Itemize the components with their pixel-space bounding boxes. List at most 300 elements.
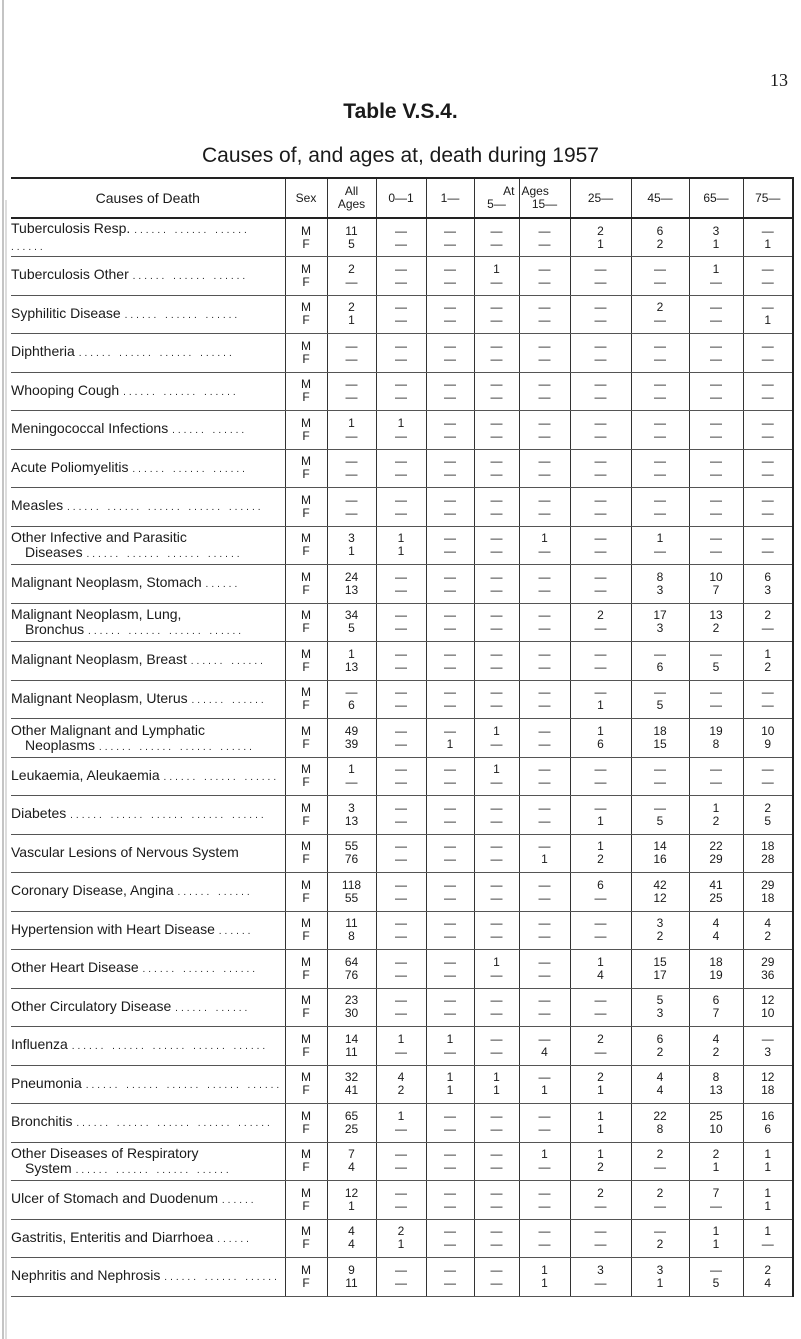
male-value: 9 bbox=[348, 1262, 355, 1277]
female-value: 5 bbox=[712, 1275, 720, 1290]
male-value: — bbox=[761, 261, 774, 276]
value-cell-all-ages bbox=[327, 334, 376, 373]
male-value: — bbox=[395, 839, 407, 854]
value-cell-age-75 bbox=[743, 719, 793, 758]
cause-label: Gastritis, Enteritis and Diarrhoea bbox=[11, 1228, 214, 1245]
female-value: — bbox=[444, 1044, 456, 1059]
cause-cell bbox=[11, 796, 285, 835]
cause-label: Other Circulatory Disease bbox=[11, 997, 172, 1014]
value-cell-age-65 bbox=[689, 1219, 743, 1258]
female-value: — bbox=[395, 313, 407, 328]
female-value: — bbox=[345, 775, 358, 790]
leader-dots: ...... ...... ...... bbox=[164, 1272, 280, 1284]
male-value: 2 bbox=[712, 1147, 720, 1162]
table-row bbox=[11, 218, 793, 257]
female-value: 5 bbox=[712, 659, 720, 674]
value-cell-age-45 bbox=[631, 719, 689, 758]
sex-female: F bbox=[302, 236, 310, 251]
value-cell-all-ages bbox=[327, 950, 376, 989]
female-value: — bbox=[444, 852, 456, 867]
male-value: — bbox=[444, 993, 456, 1008]
female-value: 6 bbox=[656, 659, 664, 674]
sex-cell bbox=[285, 334, 327, 373]
sex-female: F bbox=[302, 544, 310, 559]
header-all-ages-line1: All bbox=[344, 184, 359, 198]
value-cell-age-0 bbox=[376, 680, 426, 719]
female-value: — bbox=[538, 775, 551, 790]
female-value: — bbox=[345, 505, 358, 520]
male-value: 6 bbox=[712, 993, 720, 1008]
male-value: 2 bbox=[597, 1185, 604, 1200]
value-cell-age-75 bbox=[743, 488, 793, 527]
value-cell-age-45 bbox=[631, 411, 689, 450]
female-value: 5 bbox=[348, 621, 355, 636]
male-value: — bbox=[538, 839, 551, 854]
male-value: 1 bbox=[493, 1070, 500, 1085]
value-cell-age-5 bbox=[474, 950, 519, 989]
female-value: 1 bbox=[597, 813, 604, 828]
male-value: — bbox=[538, 993, 551, 1008]
male-value: 18 bbox=[653, 723, 667, 738]
header-age-25: 25— bbox=[570, 178, 631, 218]
value-cell-age-5 bbox=[474, 603, 519, 642]
male-value: 3 bbox=[712, 223, 720, 238]
value-cell-age-45 bbox=[631, 565, 689, 604]
female-value: — bbox=[444, 1275, 456, 1290]
value-cell-age-65 bbox=[689, 642, 743, 681]
sex-male: M bbox=[301, 877, 311, 892]
value-cell-age-0 bbox=[376, 372, 426, 411]
female-value: 1 bbox=[764, 1198, 772, 1213]
male-value: — bbox=[538, 261, 551, 276]
male-value: 8 bbox=[712, 1070, 720, 1085]
sex-cell bbox=[285, 796, 327, 835]
female-value: — bbox=[345, 274, 358, 289]
cause-cell bbox=[11, 1258, 285, 1297]
value-cell-age-75 bbox=[743, 295, 793, 334]
female-value: — bbox=[395, 582, 407, 597]
header-age-5 bbox=[474, 178, 519, 218]
male-value: 15 bbox=[653, 954, 667, 969]
value-cell-age-65 bbox=[689, 911, 743, 950]
male-value: 1 bbox=[712, 261, 720, 276]
male-value: — bbox=[395, 800, 407, 815]
value-cell-age-1 bbox=[426, 449, 474, 488]
female-value: — bbox=[444, 274, 456, 289]
female-value: — bbox=[490, 967, 503, 982]
table-row bbox=[11, 1181, 793, 1220]
male-value: — bbox=[761, 338, 774, 353]
sex-female: F bbox=[302, 313, 310, 328]
table-row bbox=[11, 834, 793, 873]
male-value: 1 bbox=[493, 954, 500, 969]
leader-dots: ...... ...... bbox=[175, 1002, 251, 1014]
value-cell-age-25 bbox=[570, 680, 631, 719]
female-value: — bbox=[594, 621, 607, 636]
female-value: — bbox=[490, 813, 503, 828]
male-value: 4 bbox=[656, 1070, 664, 1085]
value-cell-age-5 bbox=[474, 526, 519, 565]
cause-label: Ulcer of Stomach and Duodenum bbox=[11, 1190, 218, 1207]
table-row bbox=[11, 1065, 793, 1104]
female-value: 76 bbox=[344, 852, 359, 867]
cause-label-line2: Diseases bbox=[25, 544, 83, 561]
female-value: 15 bbox=[653, 736, 667, 751]
sex-female: F bbox=[302, 659, 310, 674]
male-value: — bbox=[538, 1108, 551, 1123]
male-value: — bbox=[490, 685, 503, 700]
male-value: 3 bbox=[656, 1262, 664, 1277]
male-value: 1 bbox=[597, 723, 604, 738]
female-value: 41 bbox=[344, 1083, 359, 1098]
cause-cell bbox=[11, 988, 285, 1027]
value-cell-age-15 bbox=[519, 757, 570, 796]
female-value: 1 bbox=[541, 852, 548, 867]
female-value: — bbox=[594, 929, 607, 944]
female-value: — bbox=[594, 313, 607, 328]
value-cell-age-25 bbox=[570, 642, 631, 681]
male-value: — bbox=[538, 377, 551, 392]
sex-cell bbox=[285, 950, 327, 989]
leader-dots: ...... ...... bbox=[172, 425, 248, 437]
female-value: — bbox=[395, 467, 407, 482]
value-cell-age-25 bbox=[570, 1142, 631, 1181]
value-cell-age-45 bbox=[631, 1181, 689, 1220]
male-value: 19 bbox=[709, 723, 723, 738]
male-value: 1 bbox=[446, 1031, 454, 1046]
cause-cell bbox=[11, 603, 285, 642]
female-value: — bbox=[345, 390, 358, 405]
value-cell-age-75 bbox=[743, 1181, 793, 1220]
female-value: — bbox=[538, 736, 551, 751]
cause-cell bbox=[11, 1027, 285, 1066]
table-row bbox=[11, 1258, 793, 1297]
male-value: — bbox=[490, 800, 503, 815]
table-row bbox=[11, 796, 793, 835]
female-value: — bbox=[594, 890, 607, 905]
value-cell-age-1 bbox=[426, 257, 474, 296]
sex-male: M bbox=[301, 1031, 311, 1046]
header-all-ages bbox=[327, 178, 376, 218]
male-value: 1 bbox=[712, 1224, 720, 1239]
female-value: 1 bbox=[446, 1083, 454, 1098]
female-value: — bbox=[594, 1044, 607, 1059]
value-cell-all-ages bbox=[327, 526, 376, 565]
value-cell-all-ages bbox=[327, 1219, 376, 1258]
value-cell-all-ages bbox=[327, 372, 376, 411]
male-value: 10 bbox=[709, 569, 723, 584]
female-value: — bbox=[444, 967, 456, 982]
value-cell-age-25 bbox=[570, 911, 631, 950]
female-value: — bbox=[444, 313, 456, 328]
male-value: — bbox=[395, 492, 407, 507]
value-cell-age-25 bbox=[570, 950, 631, 989]
value-cell-age-0 bbox=[376, 834, 426, 873]
sex-female: F bbox=[302, 775, 310, 790]
male-value: 1 bbox=[348, 762, 355, 777]
value-cell-age-0 bbox=[376, 603, 426, 642]
male-value: — bbox=[761, 223, 774, 238]
male-value: 6 bbox=[764, 569, 772, 584]
male-value: — bbox=[490, 1147, 503, 1162]
male-value: — bbox=[594, 685, 607, 700]
sex-male: M bbox=[301, 1108, 311, 1123]
female-value: — bbox=[490, 1237, 503, 1252]
female-value: — bbox=[444, 544, 456, 559]
cause-cell bbox=[11, 526, 285, 565]
value-cell-all-ages bbox=[327, 257, 376, 296]
female-value: — bbox=[490, 351, 503, 366]
value-cell-age-65 bbox=[689, 1258, 743, 1297]
male-value: — bbox=[444, 1262, 456, 1277]
female-value: 1 bbox=[597, 236, 604, 251]
male-value: — bbox=[395, 1185, 407, 1200]
cause-label-continued bbox=[11, 622, 285, 637]
male-value: — bbox=[594, 993, 607, 1008]
value-cell-age-65 bbox=[689, 372, 743, 411]
value-cell-age-65 bbox=[689, 1104, 743, 1143]
value-cell-age-15 bbox=[519, 911, 570, 950]
female-value: — bbox=[654, 1198, 666, 1213]
value-cell-age-75 bbox=[743, 603, 793, 642]
male-value: — bbox=[444, 916, 456, 931]
sex-cell bbox=[285, 1258, 327, 1297]
female-value: — bbox=[395, 736, 407, 751]
female-value: — bbox=[345, 351, 358, 366]
value-cell-age-75 bbox=[743, 873, 793, 912]
male-value: — bbox=[538, 1224, 551, 1239]
cause-label: Other Diseases of Respiratory bbox=[11, 1145, 199, 1162]
male-value: — bbox=[345, 454, 358, 469]
female-value: — bbox=[538, 1160, 551, 1175]
female-value: — bbox=[490, 852, 503, 867]
header-age-65: 65— bbox=[689, 178, 743, 218]
sex-female: F bbox=[302, 967, 310, 982]
cause-label: Measles bbox=[11, 497, 64, 514]
value-cell-age-1 bbox=[426, 757, 474, 796]
female-value: 5 bbox=[764, 813, 772, 828]
female-value: 13 bbox=[344, 582, 359, 597]
female-value: 11 bbox=[345, 1044, 358, 1059]
female-value: 11 bbox=[345, 1275, 358, 1290]
leader-dots: ...... ...... ...... ...... bbox=[98, 741, 255, 753]
value-cell-age-1 bbox=[426, 334, 474, 373]
cause-label: Tuberculosis Resp. bbox=[11, 219, 131, 236]
value-cell-age-5 bbox=[474, 1258, 519, 1297]
male-value: — bbox=[761, 454, 774, 469]
male-value: 1 bbox=[446, 1070, 454, 1085]
female-value: — bbox=[444, 890, 456, 905]
female-value: — bbox=[490, 621, 503, 636]
female-value: 4 bbox=[712, 929, 720, 944]
value-cell-all-ages bbox=[327, 295, 376, 334]
sex-male: M bbox=[301, 261, 311, 276]
female-value: — bbox=[444, 621, 456, 636]
male-value: — bbox=[594, 1224, 607, 1239]
male-value: 65 bbox=[344, 1108, 359, 1123]
value-cell-age-15 bbox=[519, 796, 570, 835]
female-value: — bbox=[594, 390, 607, 405]
female-value: — bbox=[594, 428, 607, 443]
female-value: — bbox=[594, 775, 607, 790]
male-value: 2 bbox=[348, 300, 355, 315]
value-cell-age-25 bbox=[570, 757, 631, 796]
male-value: — bbox=[444, 1147, 456, 1162]
male-value: — bbox=[594, 916, 607, 931]
value-cell-age-5 bbox=[474, 218, 519, 257]
table-row bbox=[11, 719, 793, 758]
value-cell-age-65 bbox=[689, 1142, 743, 1181]
value-cell-age-65 bbox=[689, 218, 743, 257]
female-value: — bbox=[594, 582, 607, 597]
female-value: — bbox=[538, 1198, 551, 1213]
cause-cell bbox=[11, 1219, 285, 1258]
female-value: — bbox=[395, 775, 407, 790]
male-value: 34 bbox=[344, 608, 359, 623]
value-cell-age-25 bbox=[570, 1065, 631, 1104]
female-value: 2 bbox=[764, 929, 772, 944]
male-value: — bbox=[538, 1031, 551, 1046]
value-cell-age-15 bbox=[519, 1065, 570, 1104]
female-value: — bbox=[538, 274, 551, 289]
value-cell-age-0 bbox=[376, 1219, 426, 1258]
value-cell-all-ages bbox=[327, 911, 376, 950]
value-cell-age-5 bbox=[474, 719, 519, 758]
male-value: — bbox=[444, 492, 456, 507]
male-value: — bbox=[345, 685, 358, 700]
value-cell-age-1 bbox=[426, 1104, 474, 1143]
sex-male: M bbox=[301, 377, 311, 392]
sex-male: M bbox=[301, 1185, 311, 1200]
male-value: 12 bbox=[344, 1185, 359, 1200]
value-cell-age-0 bbox=[376, 449, 426, 488]
male-value: — bbox=[444, 723, 456, 738]
female-value: — bbox=[490, 775, 503, 790]
sex-cell bbox=[285, 1181, 327, 1220]
female-value: — bbox=[490, 1160, 503, 1175]
female-value: — bbox=[710, 1198, 722, 1213]
female-value: 18 bbox=[761, 1083, 775, 1098]
value-cell-age-75 bbox=[743, 411, 793, 450]
table-row bbox=[11, 1027, 793, 1066]
female-value: — bbox=[345, 467, 358, 482]
value-cell-age-75 bbox=[743, 334, 793, 373]
leader-dots: ...... ...... ...... ...... ...... bbox=[70, 810, 267, 822]
value-cell-age-65 bbox=[689, 526, 743, 565]
cause-label: Whooping Cough bbox=[11, 381, 120, 398]
male-value: 2 bbox=[597, 1070, 604, 1085]
sex-female: F bbox=[302, 1083, 310, 1098]
value-cell-age-15 bbox=[519, 488, 570, 527]
value-cell-age-75 bbox=[743, 1027, 793, 1066]
female-value: 1 bbox=[541, 1083, 548, 1098]
header-age-1: 1— bbox=[426, 178, 474, 218]
female-value: — bbox=[761, 698, 774, 713]
female-value: — bbox=[444, 1121, 456, 1136]
female-value: — bbox=[395, 274, 407, 289]
sex-male: M bbox=[301, 685, 311, 700]
female-value: — bbox=[761, 505, 774, 520]
sex-female: F bbox=[302, 929, 310, 944]
cause-cell bbox=[11, 1065, 285, 1104]
cause-cell bbox=[11, 372, 285, 411]
cause-label: Nephritis and Nephrosis bbox=[11, 1267, 161, 1284]
value-cell-age-0 bbox=[376, 1258, 426, 1297]
table-row bbox=[11, 873, 793, 912]
sex-female: F bbox=[302, 1237, 310, 1252]
male-value: — bbox=[538, 338, 551, 353]
male-value: 3 bbox=[597, 1262, 604, 1277]
male-value: — bbox=[654, 492, 666, 507]
value-cell-age-45 bbox=[631, 449, 689, 488]
sex-male: M bbox=[301, 954, 311, 969]
cause-label-line2: System bbox=[25, 1160, 72, 1177]
male-value: — bbox=[594, 338, 607, 353]
female-value: — bbox=[444, 351, 456, 366]
male-value: 4 bbox=[712, 1031, 720, 1046]
female-value: — bbox=[395, 236, 407, 251]
value-cell-age-65 bbox=[689, 1065, 743, 1104]
female-value: — bbox=[395, 428, 407, 443]
female-value: 19 bbox=[709, 967, 723, 982]
value-cell-age-75 bbox=[743, 796, 793, 835]
cause-cell bbox=[11, 565, 285, 604]
value-cell-age-45 bbox=[631, 1027, 689, 1066]
male-value: — bbox=[345, 377, 358, 392]
female-value: 4 bbox=[764, 1275, 772, 1290]
value-cell-age-1 bbox=[426, 1142, 474, 1181]
value-cell-age-65 bbox=[689, 988, 743, 1027]
male-value: — bbox=[395, 723, 407, 738]
table-row bbox=[11, 334, 793, 373]
female-value: 1 bbox=[712, 1160, 720, 1175]
leader-dots: ...... ...... ...... ...... bbox=[86, 549, 243, 561]
male-value: — bbox=[395, 685, 407, 700]
female-value: — bbox=[345, 428, 358, 443]
value-cell-age-75 bbox=[743, 449, 793, 488]
male-value: 4 bbox=[348, 1224, 355, 1239]
male-value: — bbox=[444, 800, 456, 815]
male-value: — bbox=[395, 377, 407, 392]
value-cell-age-75 bbox=[743, 1142, 793, 1181]
male-value: — bbox=[490, 877, 503, 892]
value-cell-age-45 bbox=[631, 950, 689, 989]
sex-male: M bbox=[301, 454, 311, 469]
leader-dots: ...... ...... ...... bbox=[132, 463, 248, 475]
value-cell-age-25 bbox=[570, 1181, 631, 1220]
value-cell-age-65 bbox=[689, 1027, 743, 1066]
value-cell-all-ages bbox=[327, 757, 376, 796]
female-value: — bbox=[395, 1121, 407, 1136]
sex-female: F bbox=[302, 736, 310, 751]
cause-cell bbox=[11, 680, 285, 719]
cause-label: Other Heart Disease bbox=[11, 959, 139, 976]
female-value: — bbox=[490, 698, 503, 713]
female-value: — bbox=[538, 698, 551, 713]
value-cell-age-15 bbox=[519, 334, 570, 373]
value-cell-age-75 bbox=[743, 950, 793, 989]
female-value: 5 bbox=[656, 698, 664, 713]
cause-cell bbox=[11, 757, 285, 796]
cause-label: Coronary Disease, Angina bbox=[11, 882, 174, 899]
header-age-5-label: 5— bbox=[487, 197, 506, 211]
male-value: 29 bbox=[761, 954, 775, 969]
male-value: — bbox=[710, 685, 722, 700]
female-value: — bbox=[490, 659, 503, 674]
male-value: — bbox=[444, 569, 456, 584]
table-row bbox=[11, 680, 793, 719]
value-cell-age-25 bbox=[570, 449, 631, 488]
